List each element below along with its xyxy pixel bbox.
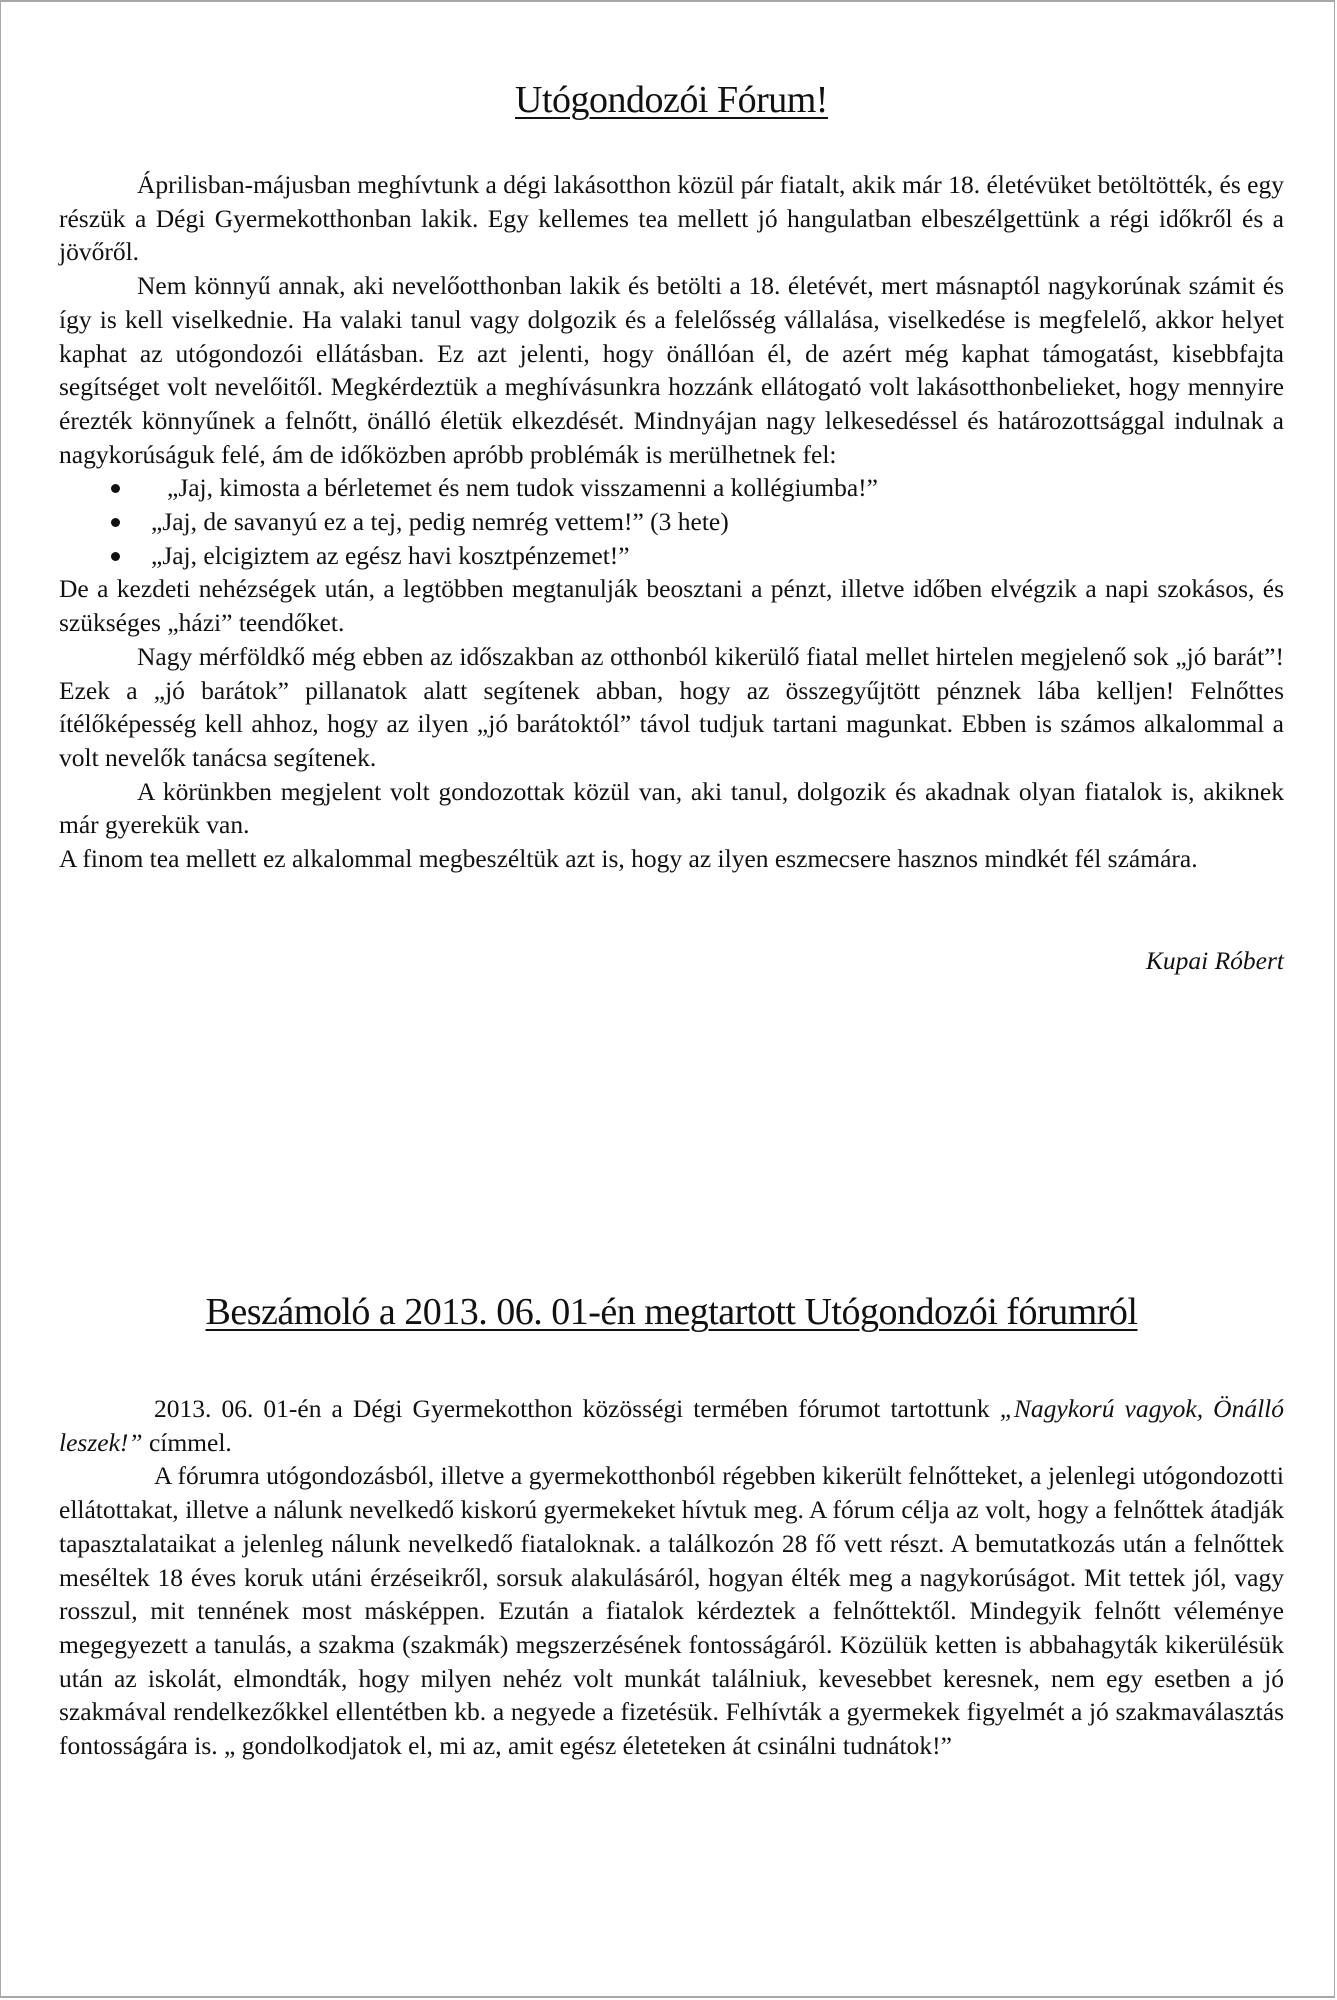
bullet-icon [111,518,120,527]
bullet-icon [111,552,120,561]
paragraph-our-circle: A körünkben megjelent volt gondozottak közül van, aki tanul, dolgozik és akadnak olyan fiatalok is, akiknek már gyerekük van. [59,776,1284,840]
bullet-icon [111,484,120,493]
problems-list [59,471,1284,572]
paragraph-forum-body: A fórumra utógondozásból, illetve a gyermekotthonból régebben kikerült felnőtteket, a jelenlegi utógondozotti ellátottakat, illetve a nálunk nevelkedő kiskorú gyermekeket hívtuk meg. A fórum célja az volt, hogy a felnőttek átadják tapasztalataikat a jelenleg nálunk nevelkedő fiataloknak. a találkozón 28 fő vett részt. A bemutatkozás után a felnőttek meséltek 18 éves koruk utáni érzéseikről, sorsuk alakulásáról, hogyan élték meg a nagykorúságot. Mit tettek jól, vagy rosszul, mit tennének most másképpen. Ezután a fiatalok kérdeztek a felnőttektől. Mindegyik felnőtt véleménye megegyezett a tanulás, a szakma (szakmák) megszerzésének fontosságáról. Közülük ketten is abbahagyták kikerülésük után az iskolát, elmondták, hogy milyen nehéz volt munkát találniuk, kevesebbet keresnek, nem egy esetben a jó szakmával rendelkezőkkel ellentétben kb. a negyede a fizetésük. Felhívták a gyermekek figyelmét a jó szakmaválasztás fontosságára is. „ gondolkodjatok el, mi az, amit egész életeteken át csinálni tudnátok!” [59,1461,1284,1761]
paragraph-intro: Áprilisban-májusban meghívtunk a dégi lakásotthon közül pár fiatalt, akik már 18. életévüket betöltötték, és egy részük a Dégi Gyermekotthonban lakik. Egy kellemes tea mellett jó hangulatban elbeszélgettünk a régi időkről és a jövőről. [59,170,1284,267]
article-title-utogondozoi-forum: Utógondozói Fórum! [515,79,828,121]
paragraph-tea: A finom tea mellett ez alkalommal megbeszéltük azt is, hogy az ilyen eszmecsere hasznos mindkét fél számára. [59,844,1198,874]
list-item: „Jaj, de savanyú ez a tej, pedig nemrég vettem!” (3 hete) [59,505,1284,539]
article-beszamolo [59,1392,1284,1763]
list-item: „Jaj, kimosta a bérletemet és nem tudok visszamenni a kollégiumba!” [59,471,1284,505]
author-signature: Kupai Róbert [1145,945,1284,975]
paragraph-good-friends: Nagy mérföldkő még ebben az időszakban az otthonból kikerülő fiatal mellet hirtelen megjelenő sok „jó barát”! Ezek a „jó barátok” pillanatok alatt segítenek abban, hogy az összegyűjtött pénznek lába kelljen! Felnőttes ítélőképesség kell ahhoz, hogy az ilyen „jó barátoktól” távol tudjuk tartani magunkat. Ebben is számos alkalommal a volt nevelők tanácsa segítenek. [59,641,1284,772]
forum-title-quote: „Nagykorú vagyok, Önálló leszek!” [59,1394,1285,1457]
paragraph-after-difficulties: De a kezdeti nehézségek után, a legtöbben megtanulják beosztani a pénzt, illetve időben elvégzik a napi szokásos, és szükséges „házi” teendőket. [59,574,1284,638]
article-title-beszamolo: Beszámoló a 2013. 06. 01-én megtartott Utógondozói fórumról [205,1291,1138,1333]
list-item: „Jaj, elcigiztem az egész havi kosztpénzemet!” [59,539,1284,573]
article-utogondozoi-forum [59,168,1284,977]
paragraph-forum-intro: 2013. 06. 01-én a Dégi Gyermekotthon közösségi termében fórumot tartottunk „Nagykorú vagyok, Önálló leszek!” címmel. [59,1394,1285,1457]
paragraph-adulthood: Nem könnyű annak, aki nevelőotthonban lakik és betölti a 18. életévét, mert másnaptól nagykorúnak számit és így is kell viselkednie. Ha valaki tanul vagy dolgozik és a felelősség vállalása, viselkedése is megfelelő, akkor helyet kaphat az utógondozói ellátásban. Ez azt jelenti, hogy önállóan él, de azért még kaphat támogatást, kisebbfajta segítséget volt nevelőitől. Megkérdeztük a meghívásunkra hozzánk ellátogató volt lakásotthonbelieket, hogy mennyire érezték könnyűnek a felnőtt, önálló életük elkezdését. Mindnyájan nagy lelkesedéssel és határozottsággal indulnak a nagykorúságuk felé, ám de időközben apróbb problémák is merülhetnek fel: [59,271,1284,469]
